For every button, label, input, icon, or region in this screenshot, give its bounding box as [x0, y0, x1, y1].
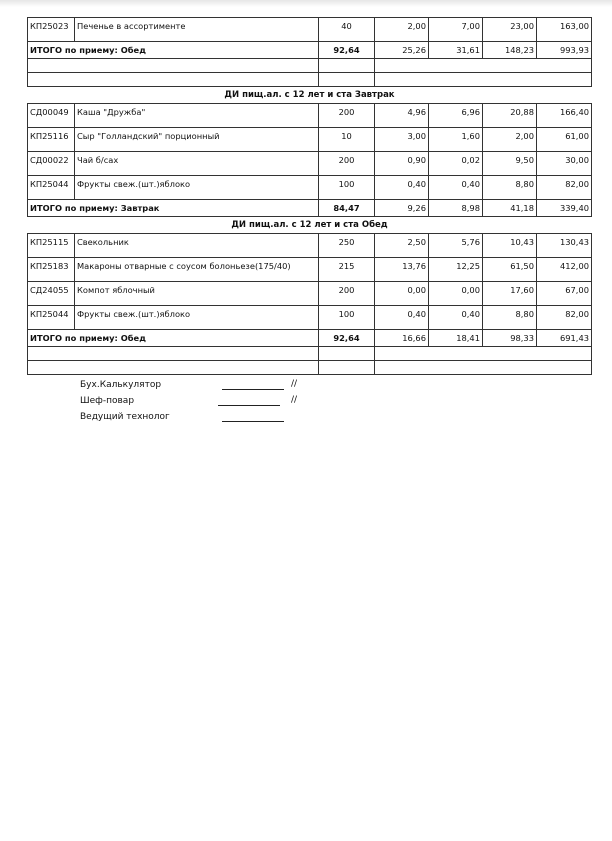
protein-value: 4,96: [375, 104, 429, 128]
empty-cell: [28, 361, 319, 375]
table-row: [28, 234, 592, 258]
energy-value: 163,00: [537, 18, 592, 42]
total-fat: 31,61: [429, 42, 483, 59]
total-label: ИТОГО по приему: Обед: [28, 330, 319, 347]
table-row: [28, 18, 592, 42]
table-row: [28, 282, 592, 306]
menu-table-lunch-tail: [27, 17, 592, 87]
energy-value: 82,00: [537, 306, 592, 330]
empty-cell: [28, 59, 319, 73]
protein-value: 3,00: [375, 128, 429, 152]
table-row: [28, 258, 592, 282]
empty-row: [28, 59, 592, 73]
empty-cell: [375, 347, 592, 361]
signature-role-accountant: Бух.Калькулятор: [80, 380, 162, 390]
table-row: [28, 176, 592, 200]
dish-code: СД24055: [28, 282, 75, 306]
dish-weight: 200: [319, 152, 375, 176]
empty-row: [28, 361, 592, 375]
dish-weight: 200: [319, 104, 375, 128]
dish-code: СД00022: [28, 152, 75, 176]
dish-code: СД00049: [28, 104, 75, 128]
total-carbs: 98,33: [483, 330, 537, 347]
protein-value: 0,00: [375, 282, 429, 306]
energy-value: 130,43: [537, 234, 592, 258]
dish-weight: 215: [319, 258, 375, 282]
signature-mark-chef: //: [291, 395, 298, 405]
empty-cell: [375, 361, 592, 375]
fat-value: 0,00: [429, 282, 483, 306]
total-row: [28, 42, 592, 59]
dish-weight: 250: [319, 234, 375, 258]
dish-weight: 100: [319, 306, 375, 330]
protein-value: 2,00: [375, 18, 429, 42]
empty-cell: [375, 59, 592, 73]
dish-code: КП25044: [28, 306, 75, 330]
dish-name: Фрукты свеж.(шт.)яблоко: [75, 176, 319, 200]
carbs-value: 8,80: [483, 176, 537, 200]
signature-line-chef: [218, 405, 280, 406]
dish-weight: 100: [319, 176, 375, 200]
total-protein: 9,26: [375, 200, 429, 217]
signature-row-chef: [27, 395, 592, 411]
empty-cell: [28, 347, 319, 361]
fat-value: 0,02: [429, 152, 483, 176]
dish-code: КП25115: [28, 234, 75, 258]
signature-line-technologist: [222, 421, 284, 422]
total-fat: 18,41: [429, 330, 483, 347]
table-row: [28, 104, 592, 128]
scan-edge: [0, 0, 612, 7]
dish-name: Макароны отварные с соусом болоньезе(175/40): [75, 258, 319, 282]
document-body: [27, 17, 592, 427]
total-energy: 993,93: [537, 42, 592, 59]
dish-code: КП25183: [28, 258, 75, 282]
menu-table-lunch: [27, 233, 592, 375]
signature-role-technologist: Ведущий технолог: [80, 412, 170, 422]
dish-name: Печенье в ассортименте: [75, 18, 319, 42]
total-row: [28, 330, 592, 347]
total-label: ИТОГО по приему: Обед: [28, 42, 319, 59]
energy-value: 82,00: [537, 176, 592, 200]
dish-code: КП25044: [28, 176, 75, 200]
signature-row-technologist: [27, 411, 592, 427]
dish-name: Сыр "Голландский" порционный: [75, 128, 319, 152]
table-row: [28, 306, 592, 330]
menu-table-breakfast: [27, 103, 592, 217]
dish-name: Компот яблочный: [75, 282, 319, 306]
total-protein: 25,26: [375, 42, 429, 59]
fat-value: 0,40: [429, 306, 483, 330]
dish-code: КП25023: [28, 18, 75, 42]
energy-value: 412,00: [537, 258, 592, 282]
fat-value: 1,60: [429, 128, 483, 152]
fat-value: 6,96: [429, 104, 483, 128]
dish-code: КП25116: [28, 128, 75, 152]
fat-value: 5,76: [429, 234, 483, 258]
signature-role-chef: Шеф-повар: [80, 396, 135, 406]
carbs-value: 9,50: [483, 152, 537, 176]
total-weight: 92,64: [319, 330, 375, 347]
section-heading-lunch: ДИ пищ.ал. с 12 лет и ста Обед: [231, 220, 388, 230]
fat-value: 0,40: [429, 176, 483, 200]
signature-line-accountant: [222, 389, 284, 390]
signature-mark-accountant: //: [291, 379, 298, 389]
empty-cell: [319, 59, 375, 73]
total-energy: 339,40: [537, 200, 592, 217]
signature-block: [27, 379, 592, 427]
empty-row: [28, 347, 592, 361]
dish-name: Каша "Дружба": [75, 104, 319, 128]
protein-value: 2,50: [375, 234, 429, 258]
dish-name: Свекольник: [75, 234, 319, 258]
energy-value: 61,00: [537, 128, 592, 152]
dish-weight: 200: [319, 282, 375, 306]
signature-row-accountant: [27, 379, 592, 395]
dish-name: Фрукты свеж.(шт.)яблоко: [75, 306, 319, 330]
energy-value: 30,00: [537, 152, 592, 176]
total-weight: 84,47: [319, 200, 375, 217]
carbs-value: 61,50: [483, 258, 537, 282]
total-label: ИТОГО по приему: Завтрак: [28, 200, 319, 217]
carbs-value: 20,88: [483, 104, 537, 128]
total-weight: 92,64: [319, 42, 375, 59]
dish-weight: 10: [319, 128, 375, 152]
empty-cell: [319, 347, 375, 361]
fat-value: 7,00: [429, 18, 483, 42]
carbs-value: 2,00: [483, 128, 537, 152]
dish-weight: 40: [319, 18, 375, 42]
empty-cell: [319, 361, 375, 375]
fat-value: 12,25: [429, 258, 483, 282]
total-row: [28, 200, 592, 217]
carbs-value: 10,43: [483, 234, 537, 258]
energy-value: 166,40: [537, 104, 592, 128]
dish-name: Чай б/сах: [75, 152, 319, 176]
total-carbs: 41,18: [483, 200, 537, 217]
empty-cell: [28, 73, 319, 87]
empty-cell: [319, 73, 375, 87]
empty-row: [28, 73, 592, 87]
total-protein: 16,66: [375, 330, 429, 347]
protein-value: 0,40: [375, 306, 429, 330]
total-carbs: 148,23: [483, 42, 537, 59]
carbs-value: 8,80: [483, 306, 537, 330]
carbs-value: 23,00: [483, 18, 537, 42]
protein-value: 0,40: [375, 176, 429, 200]
total-fat: 8,98: [429, 200, 483, 217]
empty-cell: [375, 73, 592, 87]
table-row: [28, 152, 592, 176]
energy-value: 67,00: [537, 282, 592, 306]
protein-value: 0,90: [375, 152, 429, 176]
carbs-value: 17,60: [483, 282, 537, 306]
table-row: [28, 128, 592, 152]
protein-value: 13,76: [375, 258, 429, 282]
section-heading-breakfast: ДИ пищ.ал. с 12 лет и ста Завтрак: [224, 90, 395, 100]
total-energy: 691,43: [537, 330, 592, 347]
